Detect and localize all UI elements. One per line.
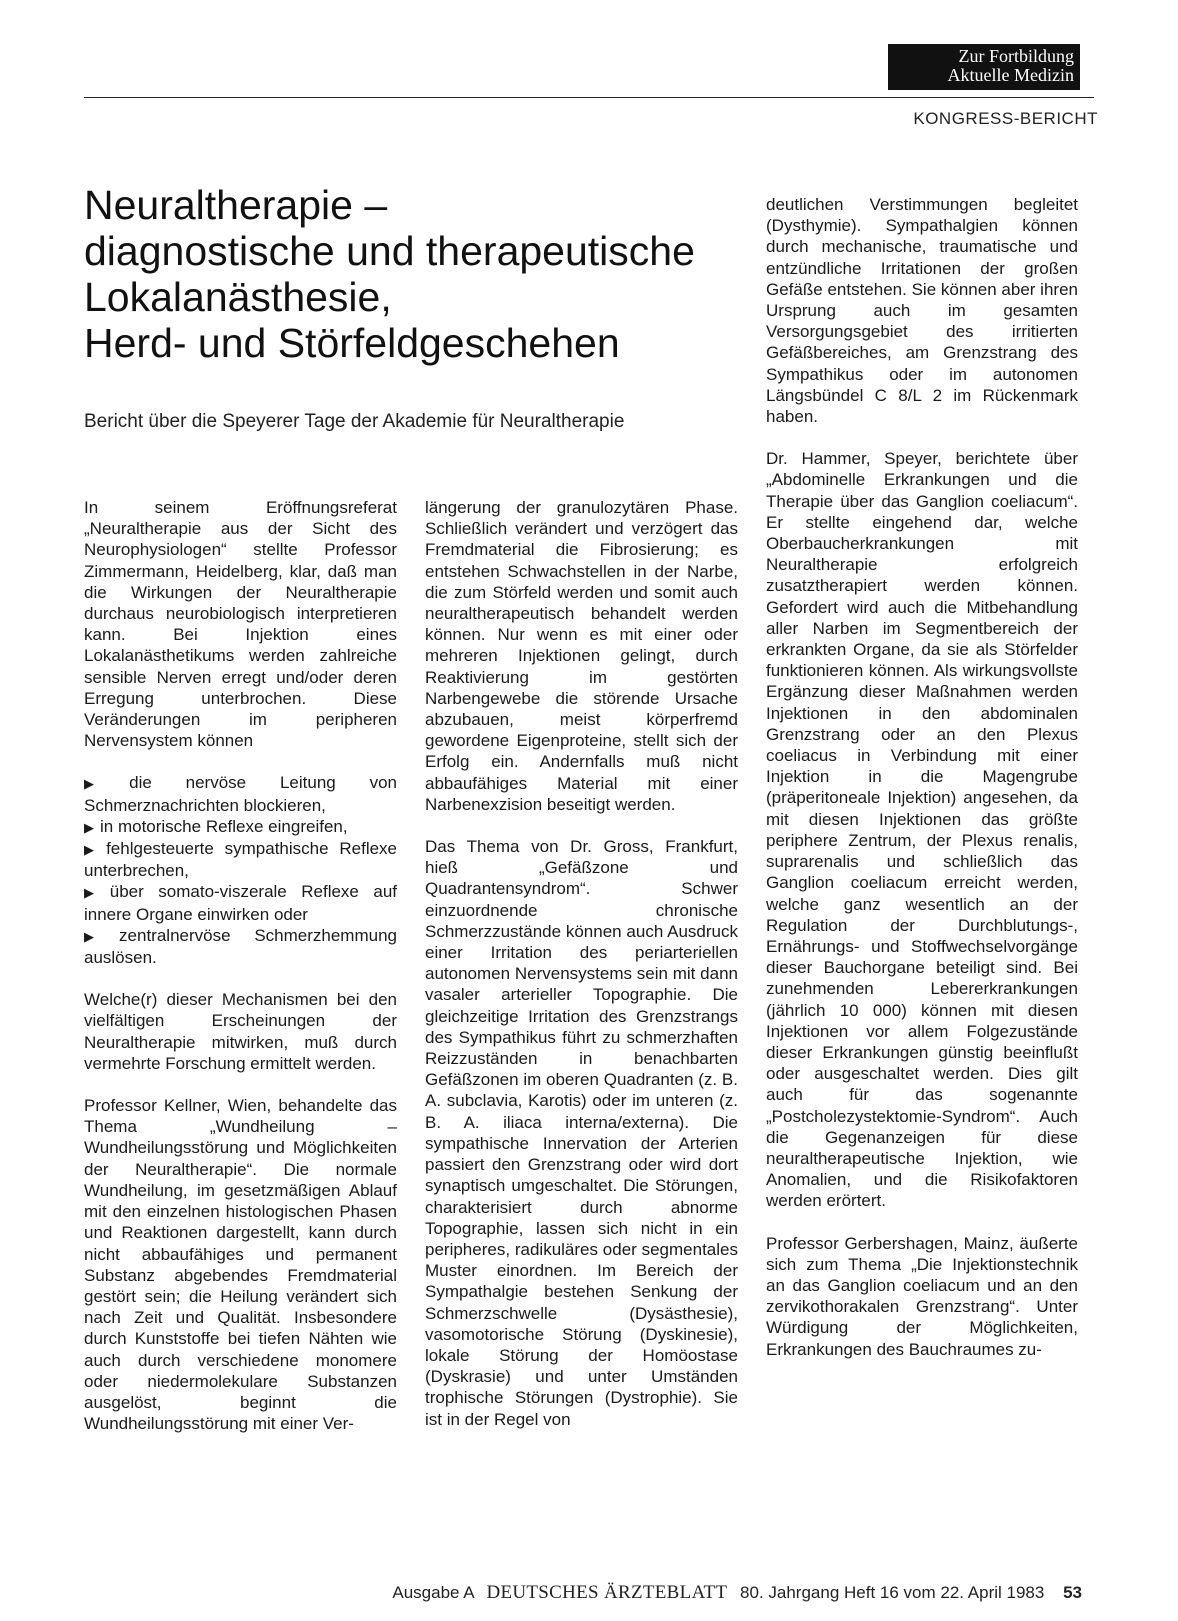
paragraph: deutlichen Verstimmungen begleitet (Dysthymie). Sympathalgien können durch mechanische, traumatische und entzündliche Irritationen der großen Gefäße entstehen. Sie können aber ihren Ursprung auch im gesamten Versorgungsgebiet des irritierten Gefäßbereiches, am Grenzstrang des Sympathikus oder im autonomen Längsbündel C 8/L 2 im Rückenmark haben. bbox=[766, 195, 1078, 427]
triangle-bullet-icon: ▶ bbox=[84, 819, 94, 835]
page-number: 53 bbox=[1063, 1583, 1082, 1602]
paragraph: Welche(r) dieser Mechanismen bei den vielfältigen Erscheinungen der Neuraltherapie mitwirken, muß durch vermehrte Forschung ermittelt werden. bbox=[84, 990, 397, 1073]
text-column-3 bbox=[766, 194, 1078, 1381]
text-column-1 bbox=[84, 497, 397, 1455]
article-title bbox=[84, 182, 744, 366]
header-rule bbox=[84, 97, 1094, 98]
edition-label: Ausgabe A bbox=[392, 1583, 474, 1602]
triangle-bullet-icon: ▶ bbox=[84, 928, 114, 944]
badge-line-1: Zur Fortbildung bbox=[958, 46, 1074, 66]
paragraph: Professor Kellner, Wien, behandelte das Thema „Wundheilung – Wundheilungsstörung und Möglichkeiten der Neuraltherapie“. Die normale Wundheilung, im gesetzmäßigen Ablauf mit den einzelnen histologischen Phasen und Reaktionen dargestellt, kann durch nicht abbaufähiges und permanent Substanz abgebendes Fremdmaterial gestört sein; die Heilung verändert sich nach Zeit und Qualität. Insbesondere durch Kunststoffe bei tiefen Nähten wie auch durch verschiedene monomere oder niedermolekulare Substanzen ausgelöst, beginnt die Wundheilungsstörung mit einer Ver- bbox=[84, 1096, 397, 1434]
article-subtitle: Bericht über die Speyerer Tage der Akademie für Neuraltherapie bbox=[84, 411, 625, 432]
paragraph: Das Thema von Dr. Gross, Frankfurt, hieß „Gefäßzone und Quadrantensyndrom“. Schwer einzuordnende chronische Schmerzzustände können auch Ausdruck einer Irritation des periarteriellen autonomen Nervensystems sein mit dann vasaler arterieller Topographie. Die gleichzeitige Irritation des Grenzstrangs des Sympathikus führt zu schmerzhaften Reizzuständen in benachbarten Gefäßzonen im oberen Quadranten (z. B. A. subclavia, Karotis) oder im unteren (z. B. A. iliaca interna/externa). Die sympathische Innervation der Arterien passiert den Grenzstrang oder wird dort synaptisch umgeschaltet. Die Störungen, charakterisiert durch abnorme Topographie, lassen sich nicht in ein peripheres, radikuläres oder segmentales Muster einordnen. Im Bereich der Sympathalgie bestehen Senkung der Schmerzschwelle (Dysästhesie), vasomotorische Störung (Dyskinesie), lokale Störung der Homöostase (Dyskrasie) und unter Umständen trophische Störungen (Dystrophie). Sie ist in der Regel von bbox=[425, 837, 738, 1429]
journal-name: DEUTSCHES ÄRZTEBLATT bbox=[486, 1582, 728, 1603]
paragraph: längerung der granulozytären Phase. Schließlich verändert und verzögert das Fremdmaterial die Fibrosierung; es entstehen Schwachstellen in der Narbe, die zum Störfeld werden und somit auch neuraltherapeutisch behandelt werden können. Nur wenn es mit einer oder mehreren Injektionen gelingt, durch Reaktivierung im gestörten Narbengewebe die störende Ursache abzubauen, meist körperfremd gewordene Eigenproteine, stellt sich der Erfolg ein. Andernfalls muß nicht abbaufähiges Material mit einer Narbenexzision beseitigt werden. bbox=[425, 498, 738, 814]
title-line: Neuraltherapie – bbox=[84, 182, 388, 228]
bullet-text: fehlgesteuerte sympathische Reflexe unterbrechen, bbox=[84, 839, 397, 881]
section-badge bbox=[888, 44, 1080, 90]
title-line: diagnostische und therapeutische bbox=[84, 228, 695, 274]
bullet-item bbox=[84, 881, 397, 924]
bullet-text: in motorische Reflexe eingreifen, bbox=[100, 816, 348, 836]
bullet-text: über somato-viszerale Reflexe auf innere Organe einwirken oder bbox=[84, 882, 397, 924]
section-label: KONGRESS-BERICHT bbox=[913, 109, 1098, 128]
issue-info: 80. Jahrgang Heft 16 vom 22. April 1983 bbox=[740, 1583, 1045, 1602]
bullet-item bbox=[84, 816, 397, 838]
paragraph: Professor Gerbershagen, Mainz, äußerte sich zum Thema „Die Injektionstechnik an das Ganglion coeliacum und an den zervikothorakalen Grenzstrang“. Unter Würdigung der Möglichkeiten, Erkrankungen des Bauchraumes zu- bbox=[766, 1233, 1078, 1359]
page-footer bbox=[0, 1582, 1082, 1604]
bullet-text: die nervöse Leitung von Schmerznachrichten blockieren, bbox=[84, 773, 397, 815]
bullet-item bbox=[84, 838, 397, 881]
paragraph: Dr. Hammer, Speyer, berichtete über „Abdominelle Erkrankungen und die Therapie über das Ganglion coeliacum“. Er stellte eingehend dar, welche Oberbaucherkrankungen mit Neuraltherapie erfolgreich zusatztherapiert werden können. Gefordert wird auch die Mitbehandlung aller Narben im Segmentbereich der erkrankten Organe, da sie als Störfelder funktionieren können. Als wirkungsvollste Ergänzung dieser Maßnahmen werden Injektionen in den abdominalen Grenzstrang oder an den Plexus coeliacus in Verbindung mit einer Injektion in die Magengrube (präperitoneale Injektion) angesehen, da mit diesen Injektionen das größte periphere Zentrum, der Plexus renalis, suprarenalis und schließlich das Ganglion coeliacum erreicht werden, welche ganz wesentlich an der Regulation der Durchblutungs-, Ernährungs- und Stoffwechselvorgänge dieser Bauchorgane beteiligt sind. Bei zunehmenden Lebererkrankungen (jährlich 10 000) können mit diesen Injektionen vor allem Folgezustände dieser Erkrankungen günstig beeinflußt oder ausgeschaltet werden. Dies gilt auch für das sogenannte „Postcholezystektomie-Syndrom“. Auch die Gegenanzeigen für diese neuraltherapeutische Injektion, wie Anomalien, und die Risikofaktoren werden erörtert. bbox=[766, 449, 1078, 1211]
triangle-bullet-icon: ▶ bbox=[84, 885, 104, 901]
paragraph: In seinem Eröffnungsreferat „Neuraltherapie aus der Sicht des Neurophysiologen“ stellte Professor Zimmermann, Heidelberg, klar, daß man die Wirkungen der Neuraltherapie durchaus neurobiologisch interpretieren kann. Bei Injektion eines Lokalanästhetikums werden zahlreiche sensible Nerven erregt und/oder deren Erregung unterbrochen. Diese Veränderungen im peripheren Nervensystem können bbox=[84, 498, 397, 751]
bullet-item bbox=[84, 925, 397, 968]
title-line: Lokalanästhesie, bbox=[84, 274, 392, 320]
title-line: Herd- und Störfeldgeschehen bbox=[84, 320, 620, 366]
text-column-2 bbox=[425, 497, 738, 1451]
bullet-text: zentralnervöse Schmerzhemmung auslösen. bbox=[84, 925, 397, 968]
triangle-bullet-icon: ▶ bbox=[84, 776, 124, 792]
badge-line-2: Aktuelle Medizin bbox=[947, 65, 1074, 85]
bullet-list bbox=[84, 772, 397, 968]
triangle-bullet-icon: ▶ bbox=[84, 842, 101, 858]
bullet-item bbox=[84, 772, 397, 815]
